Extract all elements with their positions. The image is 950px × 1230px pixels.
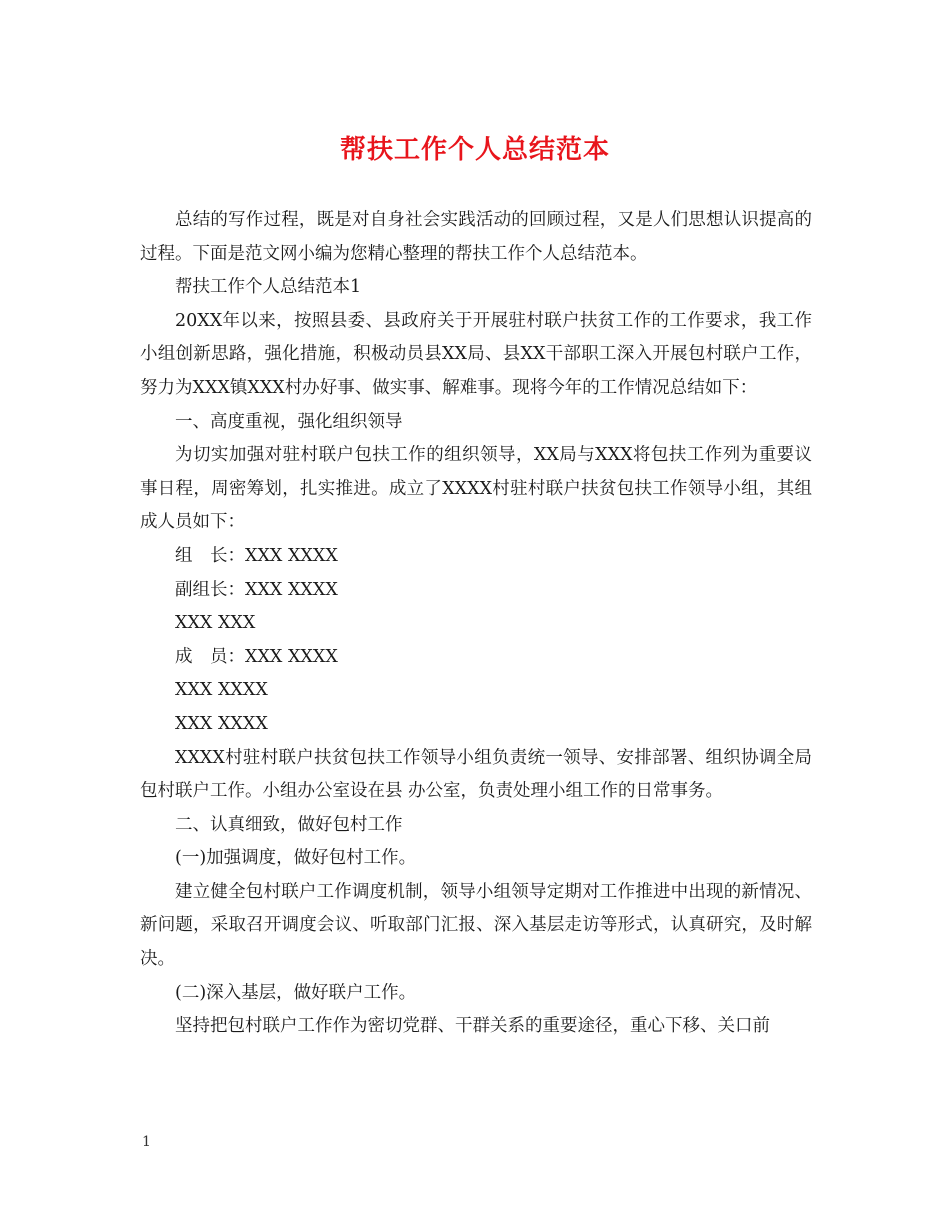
- document-body: [140, 204, 812, 1044]
- member-line: 副组长：XXX XXXX: [175, 579, 338, 600]
- member-line: XXX XXXX: [175, 680, 268, 701]
- paragraph: 坚持把包村联户工作作为密切党群、干群关系的重要途径，重心下移、关口前: [175, 1016, 770, 1037]
- paragraph: 20XX年以来，按照县委、县政府关于开展驻村联户扶贫工作的工作要求，我工作小组创新思路，强化措施，积极动员县XX局、县XX干部职工深入开展包村联户工作，努力为XXX镇XXX村办好事、做实事、解难事。现将今年的工作情况总结如下：: [140, 310, 812, 398]
- subsection-heading: (二)深入基层，做好联户工作。: [175, 982, 417, 1003]
- member-line: 组 长：XXX XXXX: [175, 545, 338, 566]
- member-line: 成 员：XXX XXXX: [175, 646, 338, 667]
- section-heading: 二、认真细致，做好包村工作: [175, 814, 403, 835]
- paragraph: 为切实加强对驻村联户包扶工作的组织领导，XX局与XXX将包扶工作列为重要议事日程，周密筹划，扎实推进。成立了XXXX村驻村联户扶贫包扶工作领导小组，其组成人员如下：: [140, 445, 812, 533]
- section-heading-1: 帮扶工作个人总结范本1: [175, 277, 362, 298]
- paragraph-intro: 总结的写作过程，既是对自身社会实践活动的回顾过程，又是人们思想认识提高的过程。下面是范文网小编为您精心整理的帮扶工作个人总结范本。: [140, 210, 812, 264]
- subsection-heading: (一)加强调度，做好包村工作。: [175, 848, 417, 869]
- document-title: 帮扶工作个人总结范本: [339, 135, 610, 165]
- member-line: XXX XXX: [175, 613, 256, 634]
- member-line: XXX XXXX: [175, 713, 268, 734]
- paragraph: 建立健全包村联户工作调度机制，领导小组领导定期对工作推进中出现的新情况、新问题，采取召开调度会议、听取部门汇报、深入基层走访等形式，认真研究，及时解决。: [140, 881, 812, 970]
- section-heading: 一、高度重视，强化组织领导: [175, 411, 403, 432]
- paragraph: XXXX村驻村联户扶贫包扶工作领导小组负责统一领导、安排部署、组织协调全局包村联户工作。小组办公室设在县 办公室，负责处理小组工作的日常事务。: [140, 747, 812, 802]
- page-number: 1: [142, 1134, 151, 1150]
